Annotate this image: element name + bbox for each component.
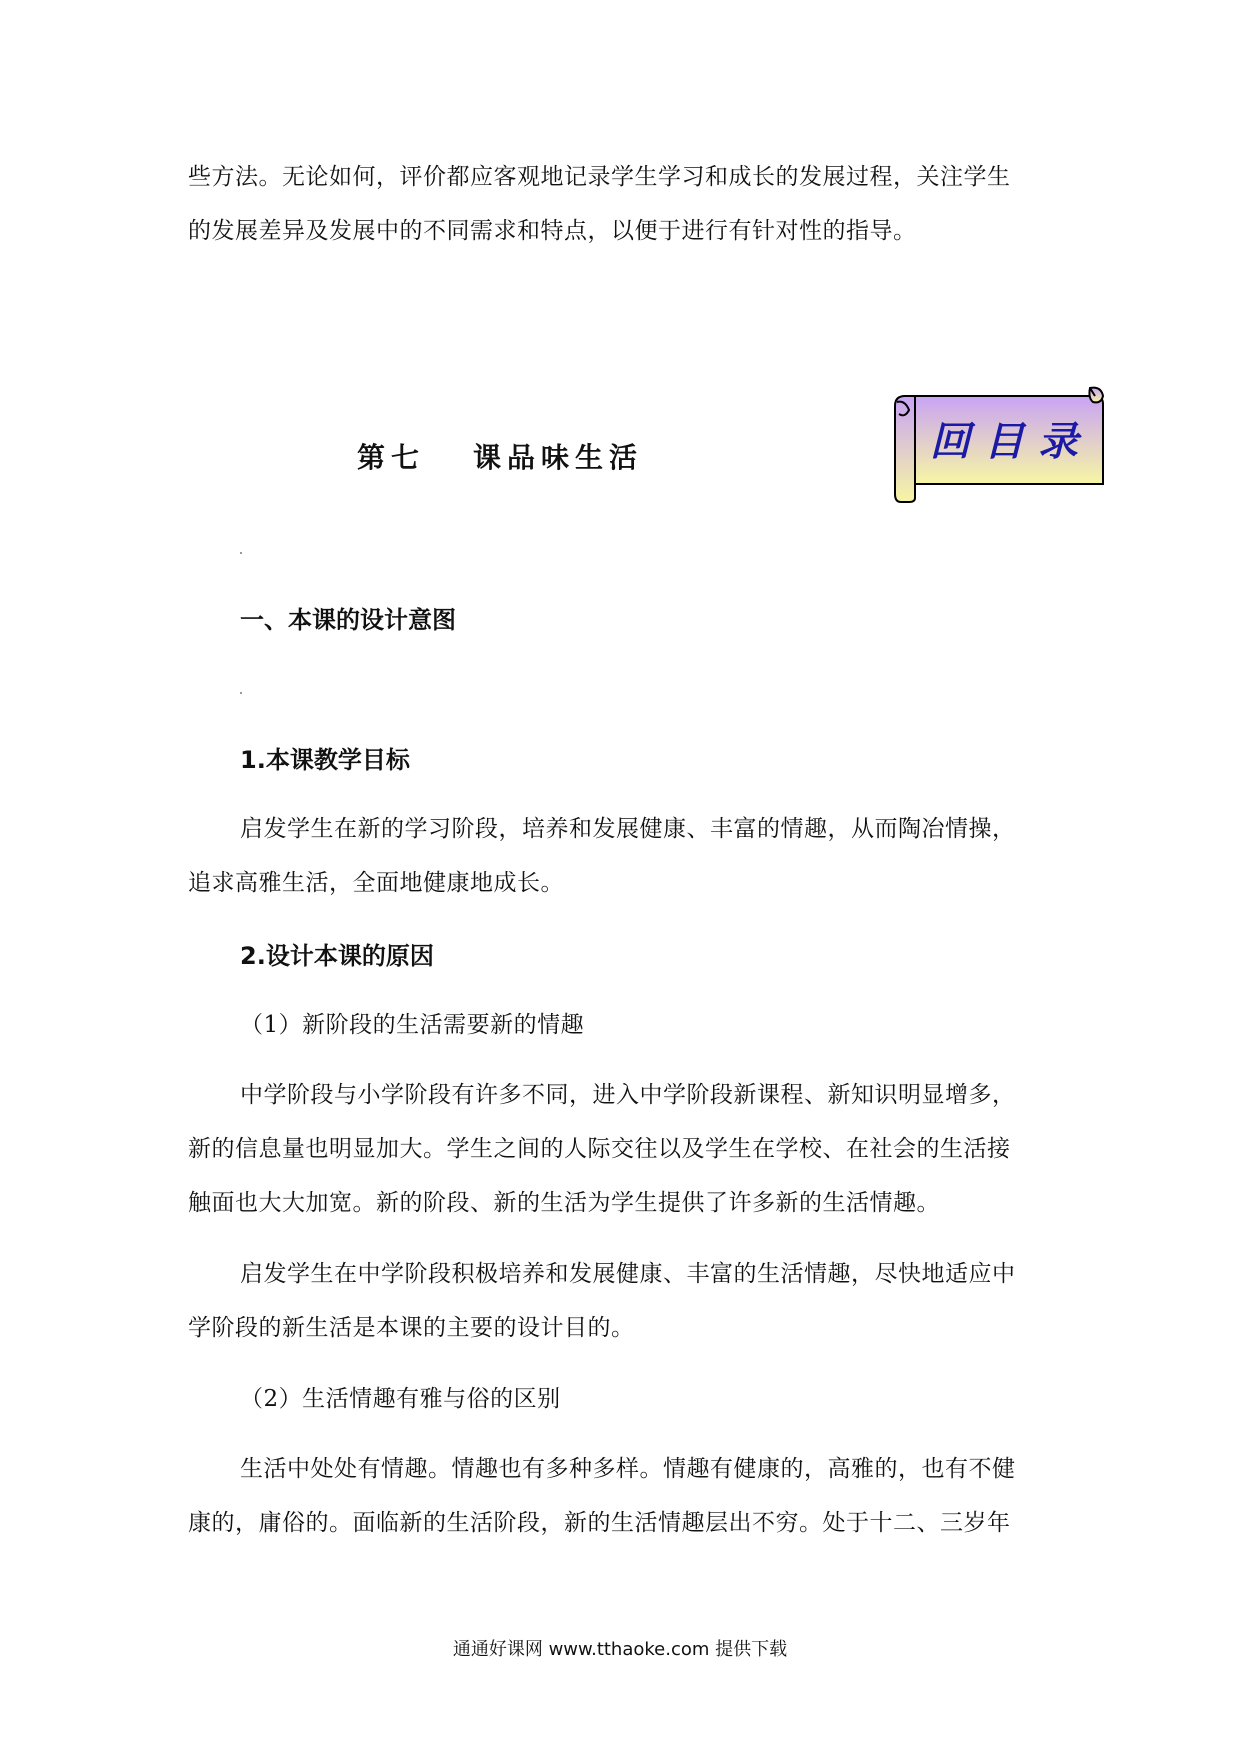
spacer-mark xyxy=(240,552,242,554)
chapter-name: 课品味生活 xyxy=(473,441,644,474)
paragraph-line: 追求高雅生活，全面地健康地成长。 xyxy=(188,870,564,896)
back-to-contents-button[interactable] xyxy=(885,380,1110,505)
chapter-title xyxy=(0,436,1000,476)
paragraph-line: 启发学生在新的学习阶段，培养和发展健康、丰富的情趣，从而陶冶情操， xyxy=(240,816,1016,842)
spacer-mark xyxy=(240,692,242,694)
point-heading: （1）新阶段的生活需要新的情趣 xyxy=(240,1012,585,1038)
page-footer: 通通好课网 www.tthaoke.com 提供下载 xyxy=(452,1639,788,1660)
paragraph-line: 康的，庸俗的。面临新的生活阶段，新的生活情趣层出不穷。处于十二、三岁年 xyxy=(188,1510,1011,1536)
paragraph-line: 触面也大大加宽。新的阶段、新的生活为学生提供了许多新的生活情趣。 xyxy=(188,1190,940,1216)
paragraph-line: 生活中处处有情趣。情趣也有多种多样。情趣有健康的，高雅的，也有不健 xyxy=(240,1456,1016,1482)
paragraph-line: 的发展差异及发展中的不同需求和特点，以便于进行有针对性的指导。 xyxy=(188,218,917,244)
paragraph-line: 启发学生在中学阶段积极培养和发展健康、丰富的生活情趣，尽快地适应中 xyxy=(240,1261,1016,1287)
back-to-contents-label: 回目录 xyxy=(930,418,1092,465)
subsection-heading: 2.设计本课的原因 xyxy=(240,942,434,970)
paragraph-line: 些方法。无论如何，评价都应客观地记录学生学习和成长的发展过程，关注学生 xyxy=(188,164,1011,190)
section-heading: 一、本课的设计意图 xyxy=(240,606,456,634)
paragraph-line: 新的信息量也明显加大。学生之间的人际交往以及学生在学校、在社会的生活接 xyxy=(188,1136,1011,1162)
point-heading: （2）生活情趣有雅与俗的区别 xyxy=(240,1386,561,1412)
chapter-number: 第七 xyxy=(356,441,425,474)
subsection-heading: 1.本课教学目标 xyxy=(240,746,410,774)
paragraph-line: 学阶段的新生活是本课的主要的设计目的。 xyxy=(188,1315,635,1341)
paragraph-line: 中学阶段与小学阶段有许多不同，进入中学阶段新课程、新知识明显增多， xyxy=(240,1082,1016,1108)
